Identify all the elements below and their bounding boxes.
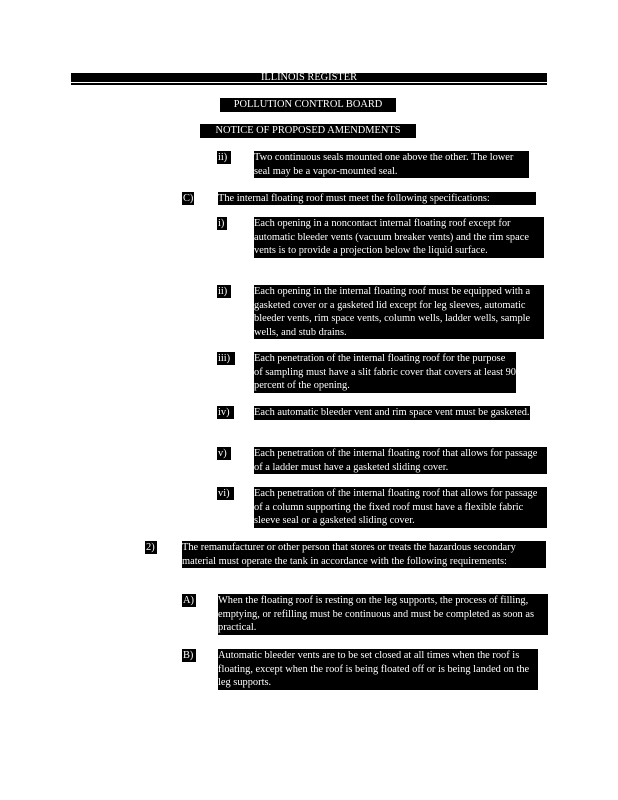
item-text: Each penetration of the internal floating roof for the purpose of sampling must have a slit fabric cover that covers at least 90 percent of the opening.	[254, 353, 516, 392]
item-text: When the floating roof is resting on the leg supports, the process of filling, emptying, or refilling must be continuous and must be completed as soon as practical.	[218, 594, 548, 635]
notice-title: NOTICE OF PROPOSED AMENDMENTS	[200, 124, 416, 138]
register-title: ILLINOIS REGISTER	[260, 72, 358, 83]
item-marker: iv)	[217, 406, 234, 419]
item-marker: iii)	[217, 352, 235, 365]
item-marker: B)	[182, 649, 196, 662]
item-text: Each opening in a noncontact internal floating roof except for automatic bleeder vents (vacuum breaker vents) and the rim space vents is to provide a projection below the liquid surface.	[254, 217, 544, 258]
item-text: Each opening in the internal floating roof must be equipped with a gasketed cover or a gasketed lid except for leg sleeves, automatic bleeder vents, rim space vents, column wells, ladder wells, sample wells, and stub drains.	[254, 285, 544, 339]
item-text: Each penetration of the internal floating roof that allows for passage of a ladder must have a gasketed sliding cover.	[254, 447, 547, 474]
item-text: The remanufacturer or other person that stores or treats the hazardous secondary material must operate the tank in accordance with the following requirements:	[182, 541, 546, 568]
board-title: POLLUTION CONTROL BOARD	[220, 98, 396, 112]
item-text: Each penetration of the internal floating roof that allows for passage of a column supporting the fixed roof must have a flexible fabric sleeve seal or a gasketed sliding cover.	[254, 487, 547, 528]
item-marker: A)	[182, 594, 196, 607]
item-marker: ii)	[217, 285, 231, 298]
item-marker: v)	[217, 447, 231, 460]
item-marker: C)	[183, 193, 194, 204]
item-text: The internal floating roof must meet the following specifications:	[218, 192, 536, 205]
item-marker: vi)	[217, 487, 234, 500]
item-text: Each automatic bleeder vent and rim space vent must be gasketed.	[254, 407, 530, 418]
item-marker: 2)	[145, 541, 157, 554]
item-text: Two continuous seals mounted one above the other. The lower seal may be a vapor-mounted seal.	[254, 151, 529, 178]
item-marker: ii)	[217, 151, 231, 164]
item-marker: i)	[217, 217, 227, 230]
item-text: Automatic bleeder vents are to be set closed at all times when the roof is floating, except when the roof is being floated off or is being landed on the leg supports.	[218, 649, 538, 690]
